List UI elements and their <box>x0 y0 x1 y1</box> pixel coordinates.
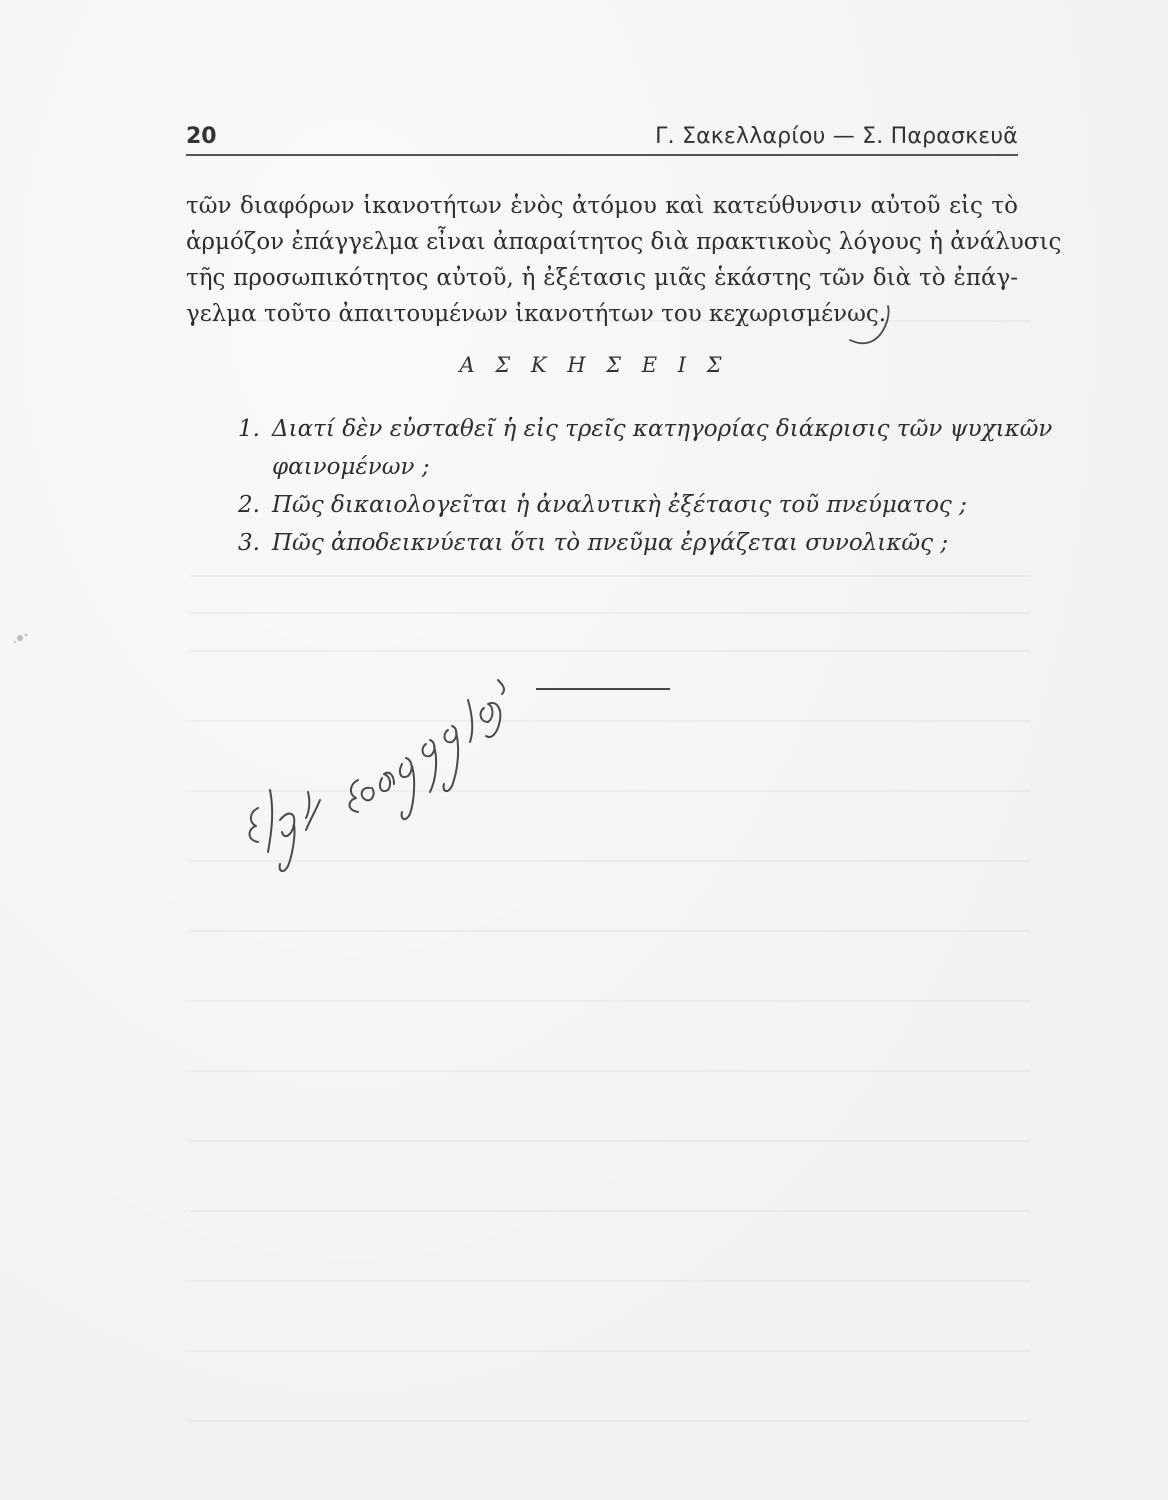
bleed-through-line <box>190 930 1030 932</box>
exercise-item-continuation <box>186 448 1018 486</box>
exercise-item <box>186 410 1053 448</box>
handwritten-note-signature <box>230 660 550 880</box>
page-header <box>186 122 1018 156</box>
exercise-number: 2. <box>238 492 260 518</box>
page-number: 20 <box>186 124 217 149</box>
body-line: τῆς προσωπικότητος αὐτοῦ, ἡ ἐξέτασις μιᾶς ἑκάστης τῶν διὰ τὸ ἐπάγ- <box>186 265 1018 291</box>
bleed-through-line <box>190 1070 1030 1072</box>
paper-speck-icon <box>8 626 34 652</box>
body-line: γελμα τοῦτο ἀπαιτουμένων ἱκανοτήτων του κεχωρισμένως. <box>186 301 887 327</box>
exercise-number: 3. <box>238 530 260 556</box>
bleed-through-line <box>190 575 1030 577</box>
exercise-text: φαινομένων ; <box>272 454 430 480</box>
bleed-through-line <box>190 1350 1030 1352</box>
body-line: τῶν διαφόρων ἱκανοτήτων ἑνὸς ἀτόμου καὶ κατεύθυνσιν αὐτοῦ εἰς τὸ <box>186 193 1018 219</box>
bleed-through-line <box>190 1420 1030 1422</box>
handwritten-note-text: Ἔξι εἰσαγωγή <box>230 660 238 661</box>
exercise-number: 1. <box>238 416 260 442</box>
end-rule <box>536 688 670 690</box>
bleed-through-line <box>190 1000 1030 1002</box>
bleed-through-line <box>190 1280 1030 1282</box>
exercises-list <box>186 410 1053 562</box>
bleed-through-line <box>190 650 1030 652</box>
exercise-item <box>186 486 1018 524</box>
exercise-text: Πῶς δικαιολογεῖται ἡ ἀναλυτικὴ ἐξέτασις τοῦ πνεύματος ; <box>272 492 967 518</box>
running-head: Γ. Σακελλαρίου — Σ. Παρασκευᾶ <box>655 124 1018 149</box>
exercise-item <box>186 524 1018 562</box>
bleed-through-line <box>190 1210 1030 1212</box>
bleed-through-line <box>190 612 1030 614</box>
exercise-text: Διατί δὲν εὐσταθεῖ ἡ εἰς τρεῖς κατηγορίας διάκρισις τῶν ψυχικῶν <box>272 416 1053 442</box>
exercises-title: Α Σ Κ Η Σ Ε Ι Σ <box>459 353 729 377</box>
bleed-through-line <box>190 1140 1030 1142</box>
exercise-text: Πῶς ἀποδεικνύεται ὅτι τὸ πνεῦμα ἐργάζεται συνολικῶς ; <box>272 530 949 556</box>
body-line: ἁρμόζον ἐπάγγελμα εἶναι ἀπαραίτητος διὰ πρακτικοὺς λόγους ἡ ἀνάλυσις <box>186 229 1062 255</box>
pencil-check-mark-icon <box>840 296 900 356</box>
